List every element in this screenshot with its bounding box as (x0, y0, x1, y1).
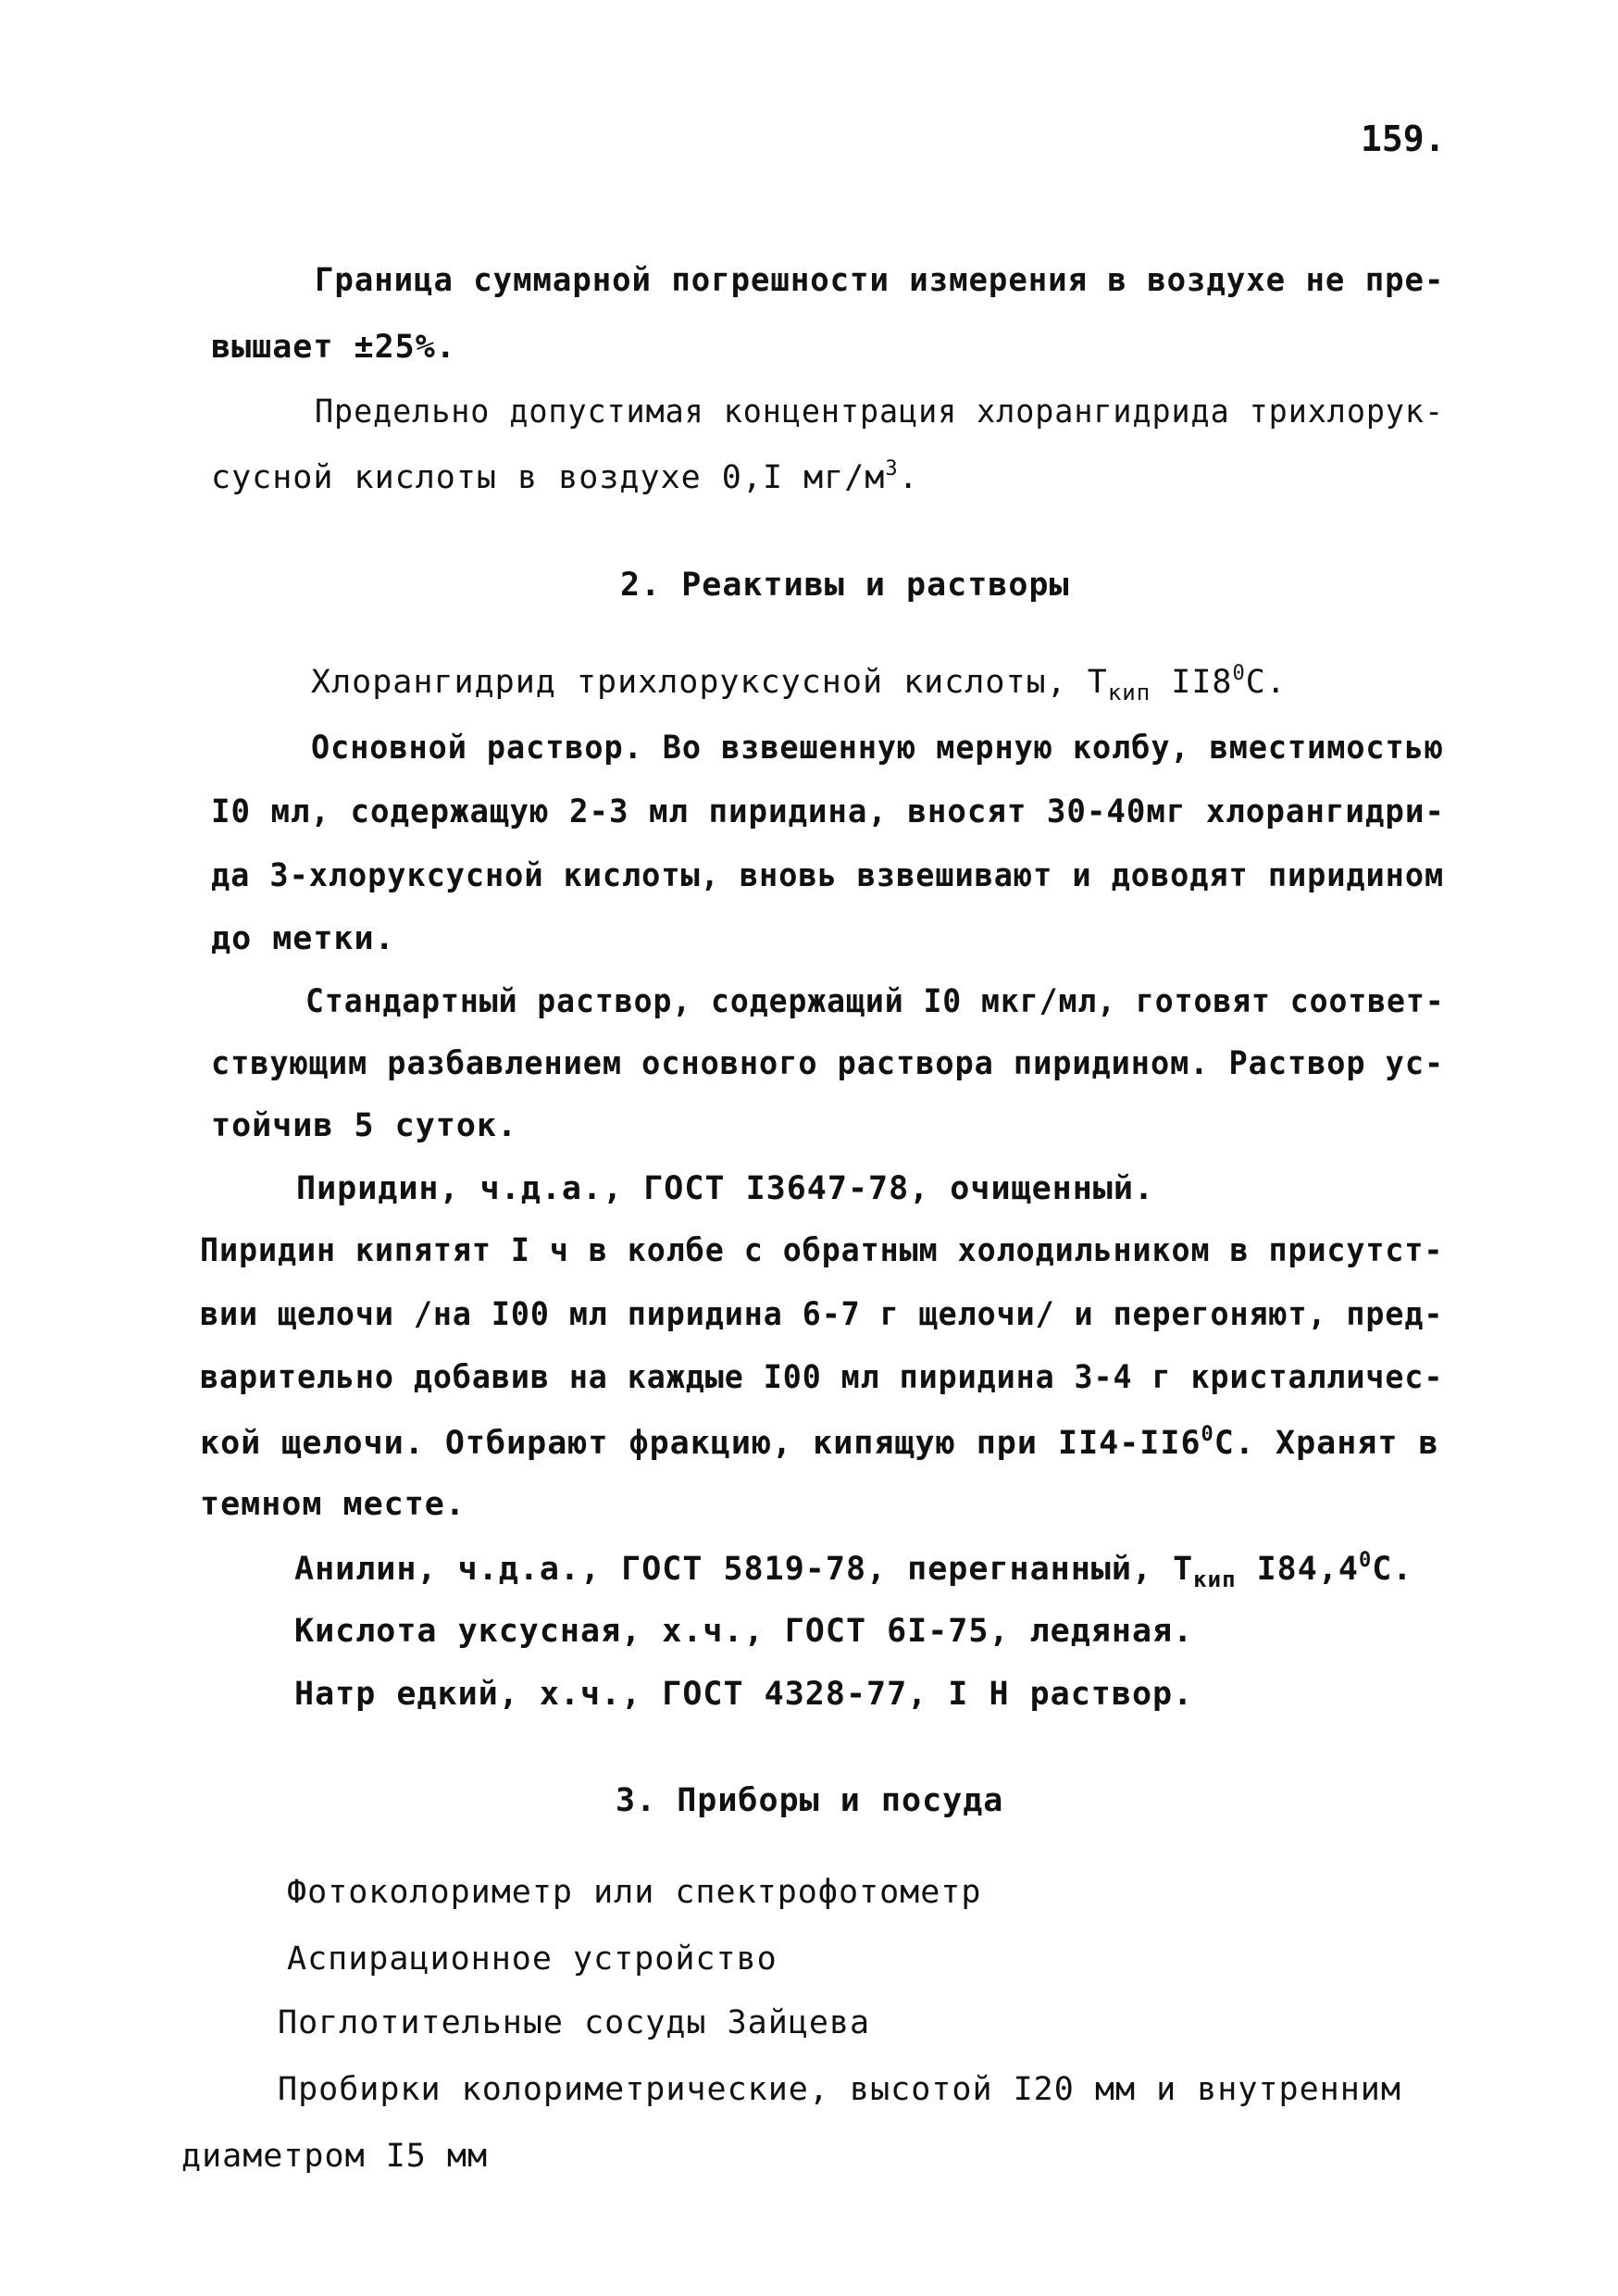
equipment-tubes-line-2: диаметром I5 мм (181, 2138, 489, 2175)
pyridine-prep-line-4: кой щелочи. Отбирают фракцию, кипящую при $II4-II6^0C$. Хранят в (200, 1423, 1439, 1462)
pyridine-prep-line-1: Пиридин кипятят I ч в колбе с обратным холодильником в присутст- (200, 1232, 1444, 1269)
stock-solution-line-2: I0 мл, содержащую 2-3 мл пиридина, вносят 30-40мг хлорангидри- (211, 793, 1445, 830)
reagent-pyridine: Пиридин, ч.д.а., ГОСТ I3647-78, очищенный. (296, 1170, 1155, 1207)
reagent-chloroanhydride: Хлорангидрид трихлоруксусной кислоты, $T_{кип}$ $II8^0C$. (311, 662, 1287, 705)
paragraph-mac-line-2: сусной кислоты в воздухе 0,I $мг/м^3$. (211, 457, 919, 496)
reagent-sodium-hydroxide: Натр едкий, х.ч., ГОСТ 4328-77, I Н раствор. (294, 1676, 1194, 1713)
reagent-aniline: Анилин, ч.д.а., ГОСТ 5819-78, перегнанный, $T_{кип}$ I84,4$^0$C. (294, 1549, 1413, 1592)
section-heading-equipment: 3. Приборы и посуда (616, 1782, 1004, 1819)
standard-solution-line-3: тойчив 5 суток. (211, 1107, 518, 1144)
pyridine-prep-line-5: темном месте. (200, 1486, 466, 1523)
stock-solution-line-3: да 3-хлоруксусной кислоты, вновь взвешивают и доводят пиридином (211, 857, 1445, 894)
reagent-acetic-acid: Кислота уксусная, х.ч., ГОСТ 6I-75, ледяная. (294, 1613, 1194, 1650)
paragraph-error-line-1: Граница суммарной погрешности измерения в воздухе не пре- (315, 262, 1445, 299)
equipment-item-absorbers: Поглотительные сосуды Зайцева (278, 2004, 871, 2041)
paragraph-error-line-2: вышает ±25%. (211, 329, 456, 366)
standard-solution-line-2: ствующим разбавлением основного раствора пиридином. Раствор ус- (211, 1045, 1445, 1082)
equipment-item-photocolorimeter: Фотоколориметр или спектрофотометр (287, 1874, 982, 1911)
stock-solution-line-4: до метки. (211, 920, 395, 957)
stock-solution-line-1: Основной раствор. Во взвешенную мерную колбу, вместимостью (311, 730, 1444, 767)
standard-solution-line-1: Стандартный раствор, содержащий I0 мкг/мл, готовят соответ- (305, 983, 1445, 1020)
pyridine-prep-line-2: вии щелочи /на I00 мл пиридина 6-7 г щелочи/ и перегоняют, пред- (200, 1296, 1444, 1333)
pyridine-prep-line-3: варительно добавив на каждые I00 мл пиридина 3-4 г кристалличес- (200, 1359, 1444, 1396)
equipment-tubes-line-1: Пробирки колориметрические, высотой I20 мм и внутренним (278, 2071, 1401, 2108)
page-number: 159. (1361, 119, 1446, 159)
section-heading-reagents: 2. Реактивы и растворы (620, 567, 1070, 604)
paragraph-mac-line-1: Предельно допустимая концентрация хлорангидрида трихлорук- (315, 393, 1445, 430)
equipment-item-aspirator: Аспирационное устройство (287, 1940, 778, 1978)
